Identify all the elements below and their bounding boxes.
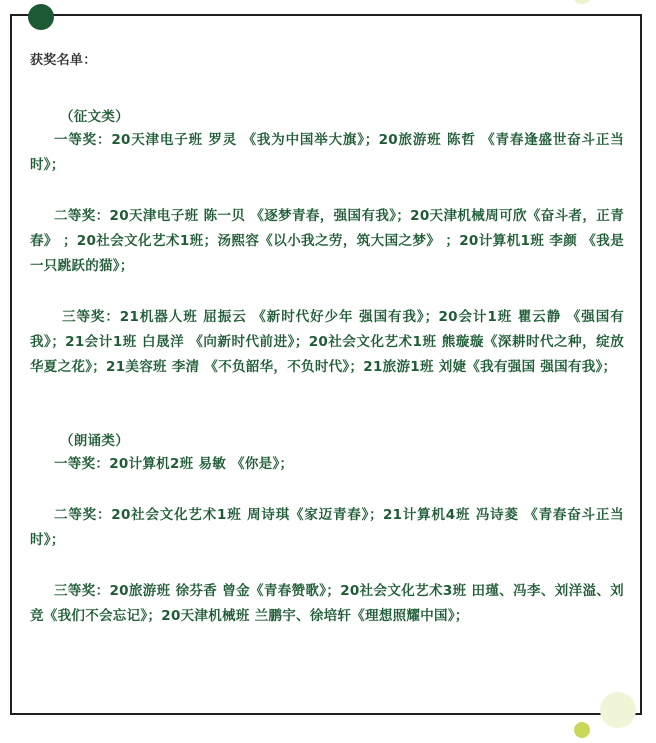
award-list-heading: 获奖名单： <box>30 53 97 68</box>
decor-dot-green <box>28 4 54 30</box>
essay-first-prize: 一等奖：20天津电子班 罗灵 《我为中国举大旗》；20旅游班 陈哲 《青春逢盛世奋斗正当时》； <box>30 132 624 173</box>
recitation-category: （朗诵类） <box>60 433 129 449</box>
decor-dot-cream <box>600 692 636 728</box>
essay-third-prize: 三等奖：21机器人班 屈振云 《新时代好少年 强国有我》；20会计1班 瞿云静 《强国有我》；21会计1班 白晟洋 《向新时代前进》；20社会文化艺术1班 熊璇璇《深耕时代之种，绽放华夏之花》；21美容班 李清 《不负韶华，不负时代》；21旅游1班 刘婕《我有强国 强国有我》； <box>30 309 624 375</box>
decor-dot-lime <box>574 722 590 738</box>
essay-second-prize: 二等奖：20天津电子班 陈一贝 《逐梦青春，强国有我》；20天津机械周可欣《奋斗者，正青春》 ；20社会文化艺术1班；汤熙容《以小我之劳，筑大国之梦》 ；20计算机1班 李颜 《我是一只跳跃的猫》； <box>30 208 624 274</box>
recitation-third-prize: 三等奖：20旅游班 徐芬香 曾金《青春赞歌》；20社会文化艺术3班 田瑾、冯李、刘洋溢、刘竞《我们不会忘记》；20天津机械班 兰鹏宇、徐培轩《理想照耀中国》； <box>30 583 624 624</box>
decor-dot-top <box>574 0 590 4</box>
recitation-second-prize: 二等奖：20社会文化艺术1班 周诗琪《家迈青春》；21计算机4班 冯诗菱 《青春奋斗正当时》； <box>30 507 624 548</box>
essay-category: （征文类） <box>60 109 129 125</box>
award-list <box>30 50 624 629</box>
recitation-first-prize: 一等奖：20计算机2班 易敏 《你是》； <box>54 456 294 472</box>
